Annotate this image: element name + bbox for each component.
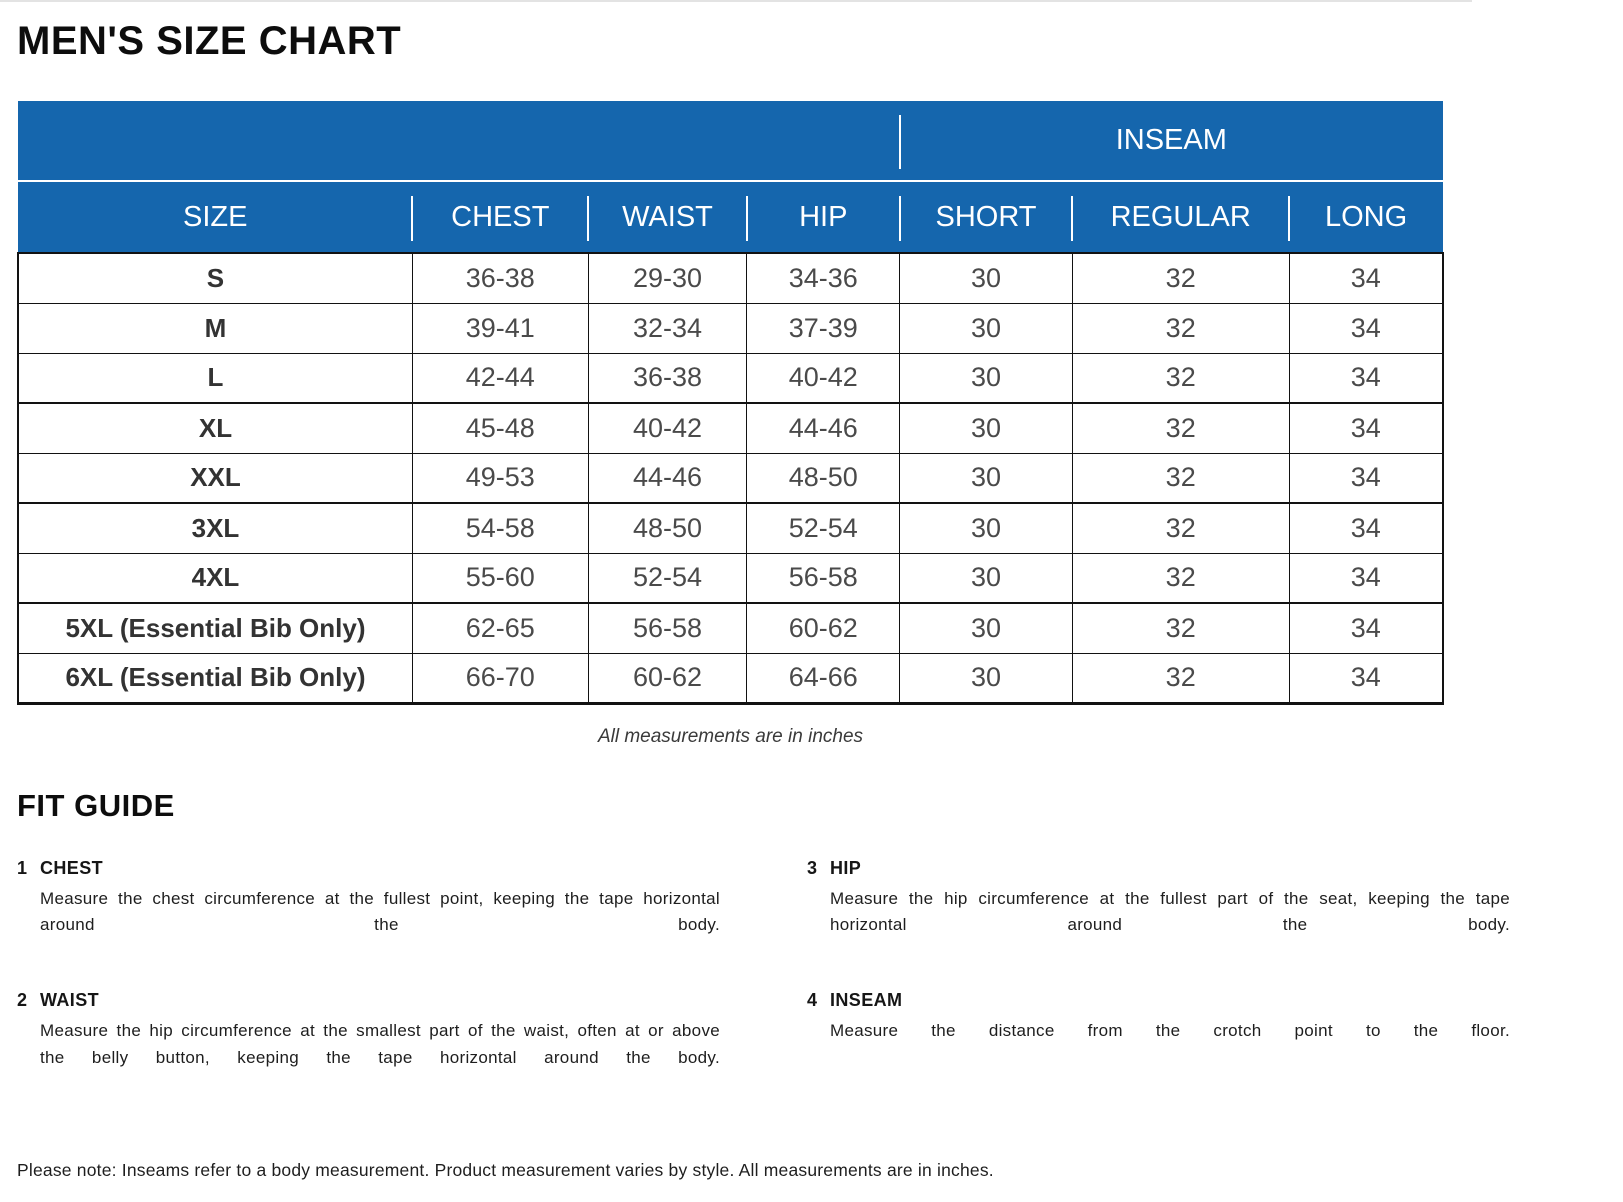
waist-cell: 48-50	[588, 503, 747, 553]
inseam-short-cell: 30	[900, 253, 1073, 303]
waist-cell: 44-46	[588, 453, 747, 503]
fit-section-heading	[807, 858, 1623, 879]
inseam-group-row	[18, 101, 1443, 181]
fit-section-heading	[17, 858, 807, 879]
size-cell: 5XL (Essential Bib Only)	[18, 603, 412, 653]
inseam-long-cell: 34	[1289, 303, 1443, 353]
table-row	[18, 553, 1443, 603]
chest-cell: 42-44	[412, 353, 588, 403]
inseam-long-cell: 34	[1289, 653, 1443, 703]
size-chart-table	[17, 101, 1444, 705]
top-divider	[0, 0, 1472, 2]
hip-cell: 60-62	[747, 603, 900, 653]
fit-guide-section	[17, 990, 807, 1098]
chest-cell: 39-41	[412, 303, 588, 353]
fit-guide-heading: FIT GUIDE	[17, 787, 175, 823]
hip-cell: 44-46	[747, 403, 900, 453]
hip-cell: 37-39	[747, 303, 900, 353]
waist-cell: 52-54	[588, 553, 747, 603]
fit-section-title: HIP	[830, 857, 862, 878]
column-header-hip: HIP	[747, 181, 900, 253]
size-cell: 6XL (Essential Bib Only)	[18, 653, 412, 703]
inseam-regular-cell: 32	[1072, 353, 1289, 403]
hip-cell: 34-36	[747, 253, 900, 303]
chest-cell: 55-60	[412, 553, 588, 603]
fit-section-description: Measure the hip circumference at the fullest part of the seat, keeping the tape horizontal around the body.	[830, 888, 1510, 934]
size-cell: 3XL	[18, 503, 412, 553]
column-header-size: SIZE	[18, 181, 412, 253]
size-cell: M	[18, 303, 412, 353]
fit-guide-section	[807, 858, 1623, 966]
column-header-chest: CHEST	[412, 181, 588, 253]
header-spacer	[18, 101, 900, 181]
fit-guide-left-column	[17, 858, 807, 1098]
table-row	[18, 453, 1443, 503]
fit-section-description: Measure the distance from the crotch point to the floor.	[830, 1021, 1510, 1040]
inseam-long-cell: 34	[1289, 553, 1443, 603]
fit-section-number: 4	[807, 990, 818, 1010]
hip-cell: 40-42	[747, 353, 900, 403]
fit-section-heading	[807, 990, 1623, 1011]
waist-cell: 40-42	[588, 403, 747, 453]
inseam-short-cell: 30	[900, 553, 1073, 603]
waist-cell: 32-34	[588, 303, 747, 353]
fit-section-number: 1	[17, 857, 28, 878]
waist-cell: 56-58	[588, 603, 747, 653]
fit-section-title: CHEST	[40, 857, 104, 878]
size-cell: XL	[18, 403, 412, 453]
size-cell: S	[18, 253, 412, 303]
column-header-regular: REGULAR	[1072, 181, 1289, 253]
fit-guide	[17, 858, 1623, 1098]
table-row	[18, 353, 1443, 403]
page-title: MEN'S SIZE CHART	[17, 19, 402, 63]
fit-section-number: 3	[807, 857, 818, 878]
inseam-regular-cell: 32	[1072, 503, 1289, 553]
inseam-regular-cell: 32	[1072, 253, 1289, 303]
inseam-regular-cell: 32	[1072, 303, 1289, 353]
inseam-short-cell: 30	[900, 653, 1073, 703]
chest-cell: 54-58	[412, 503, 588, 553]
size-cell: 4XL	[18, 553, 412, 603]
fit-section-title: INSEAM	[830, 990, 903, 1010]
hip-cell: 52-54	[747, 503, 900, 553]
fit-section-number: 2	[17, 990, 28, 1010]
inseam-group-header: INSEAM	[900, 101, 1443, 181]
chest-cell: 45-48	[412, 403, 588, 453]
inseam-regular-cell: 32	[1072, 603, 1289, 653]
fit-guide-section	[807, 990, 1623, 1071]
inseam-short-cell: 30	[900, 453, 1073, 503]
fit-section-heading	[17, 990, 807, 1011]
chest-cell: 36-38	[412, 253, 588, 303]
chest-cell: 62-65	[412, 603, 588, 653]
inseam-regular-cell: 32	[1072, 653, 1289, 703]
page	[0, 18, 1623, 1181]
inseam-short-cell: 30	[900, 603, 1073, 653]
inseam-regular-cell: 32	[1072, 553, 1289, 603]
table-row	[18, 303, 1443, 353]
fit-section-description: Measure the chest circumference at the fullest point, keeping the tape horizontal around the body.	[40, 888, 720, 934]
hip-cell: 64-66	[747, 653, 900, 703]
inseam-regular-cell: 32	[1072, 453, 1289, 503]
table-row	[18, 503, 1443, 553]
fit-guide-right-column	[807, 858, 1623, 1098]
chest-cell: 49-53	[412, 453, 588, 503]
fit-section-description: Measure the hip circumference at the smallest part of the waist, often at or above the belly button, keeping the tape horizontal around the body.	[40, 1021, 720, 1067]
table-row	[18, 603, 1443, 653]
fit-guide-section	[17, 858, 807, 966]
table-row	[18, 653, 1443, 703]
inseam-long-cell: 34	[1289, 603, 1443, 653]
bottom-note: Please note: Inseams refer to a body measurement. Product measurement varies by style. All measurements are in inches.	[17, 1159, 994, 1180]
inseam-short-cell: 30	[900, 403, 1073, 453]
inseam-long-cell: 34	[1289, 353, 1443, 403]
size-cell: XXL	[18, 453, 412, 503]
inseam-long-cell: 34	[1289, 253, 1443, 303]
waist-cell: 29-30	[588, 253, 747, 303]
inseam-long-cell: 34	[1289, 453, 1443, 503]
inseam-short-cell: 30	[900, 353, 1073, 403]
inseam-regular-cell: 32	[1072, 403, 1289, 453]
inseam-short-cell: 30	[900, 303, 1073, 353]
hip-cell: 56-58	[747, 553, 900, 603]
column-header-short: SHORT	[900, 181, 1073, 253]
column-header-waist: WAIST	[588, 181, 747, 253]
fit-section-title: WAIST	[40, 990, 99, 1010]
inseam-long-cell: 34	[1289, 403, 1443, 453]
column-header-row	[18, 181, 1443, 253]
table-row	[18, 403, 1443, 453]
measurements-caption: All measurements are in inches	[597, 725, 864, 747]
inseam-long-cell: 34	[1289, 503, 1443, 553]
size-table-body	[18, 253, 1443, 703]
inseam-short-cell: 30	[900, 503, 1073, 553]
hip-cell: 48-50	[747, 453, 900, 503]
waist-cell: 36-38	[588, 353, 747, 403]
waist-cell: 60-62	[588, 653, 747, 703]
chest-cell: 66-70	[412, 653, 588, 703]
column-header-long: LONG	[1289, 181, 1443, 253]
table-row	[18, 253, 1443, 303]
size-cell: L	[18, 353, 412, 403]
